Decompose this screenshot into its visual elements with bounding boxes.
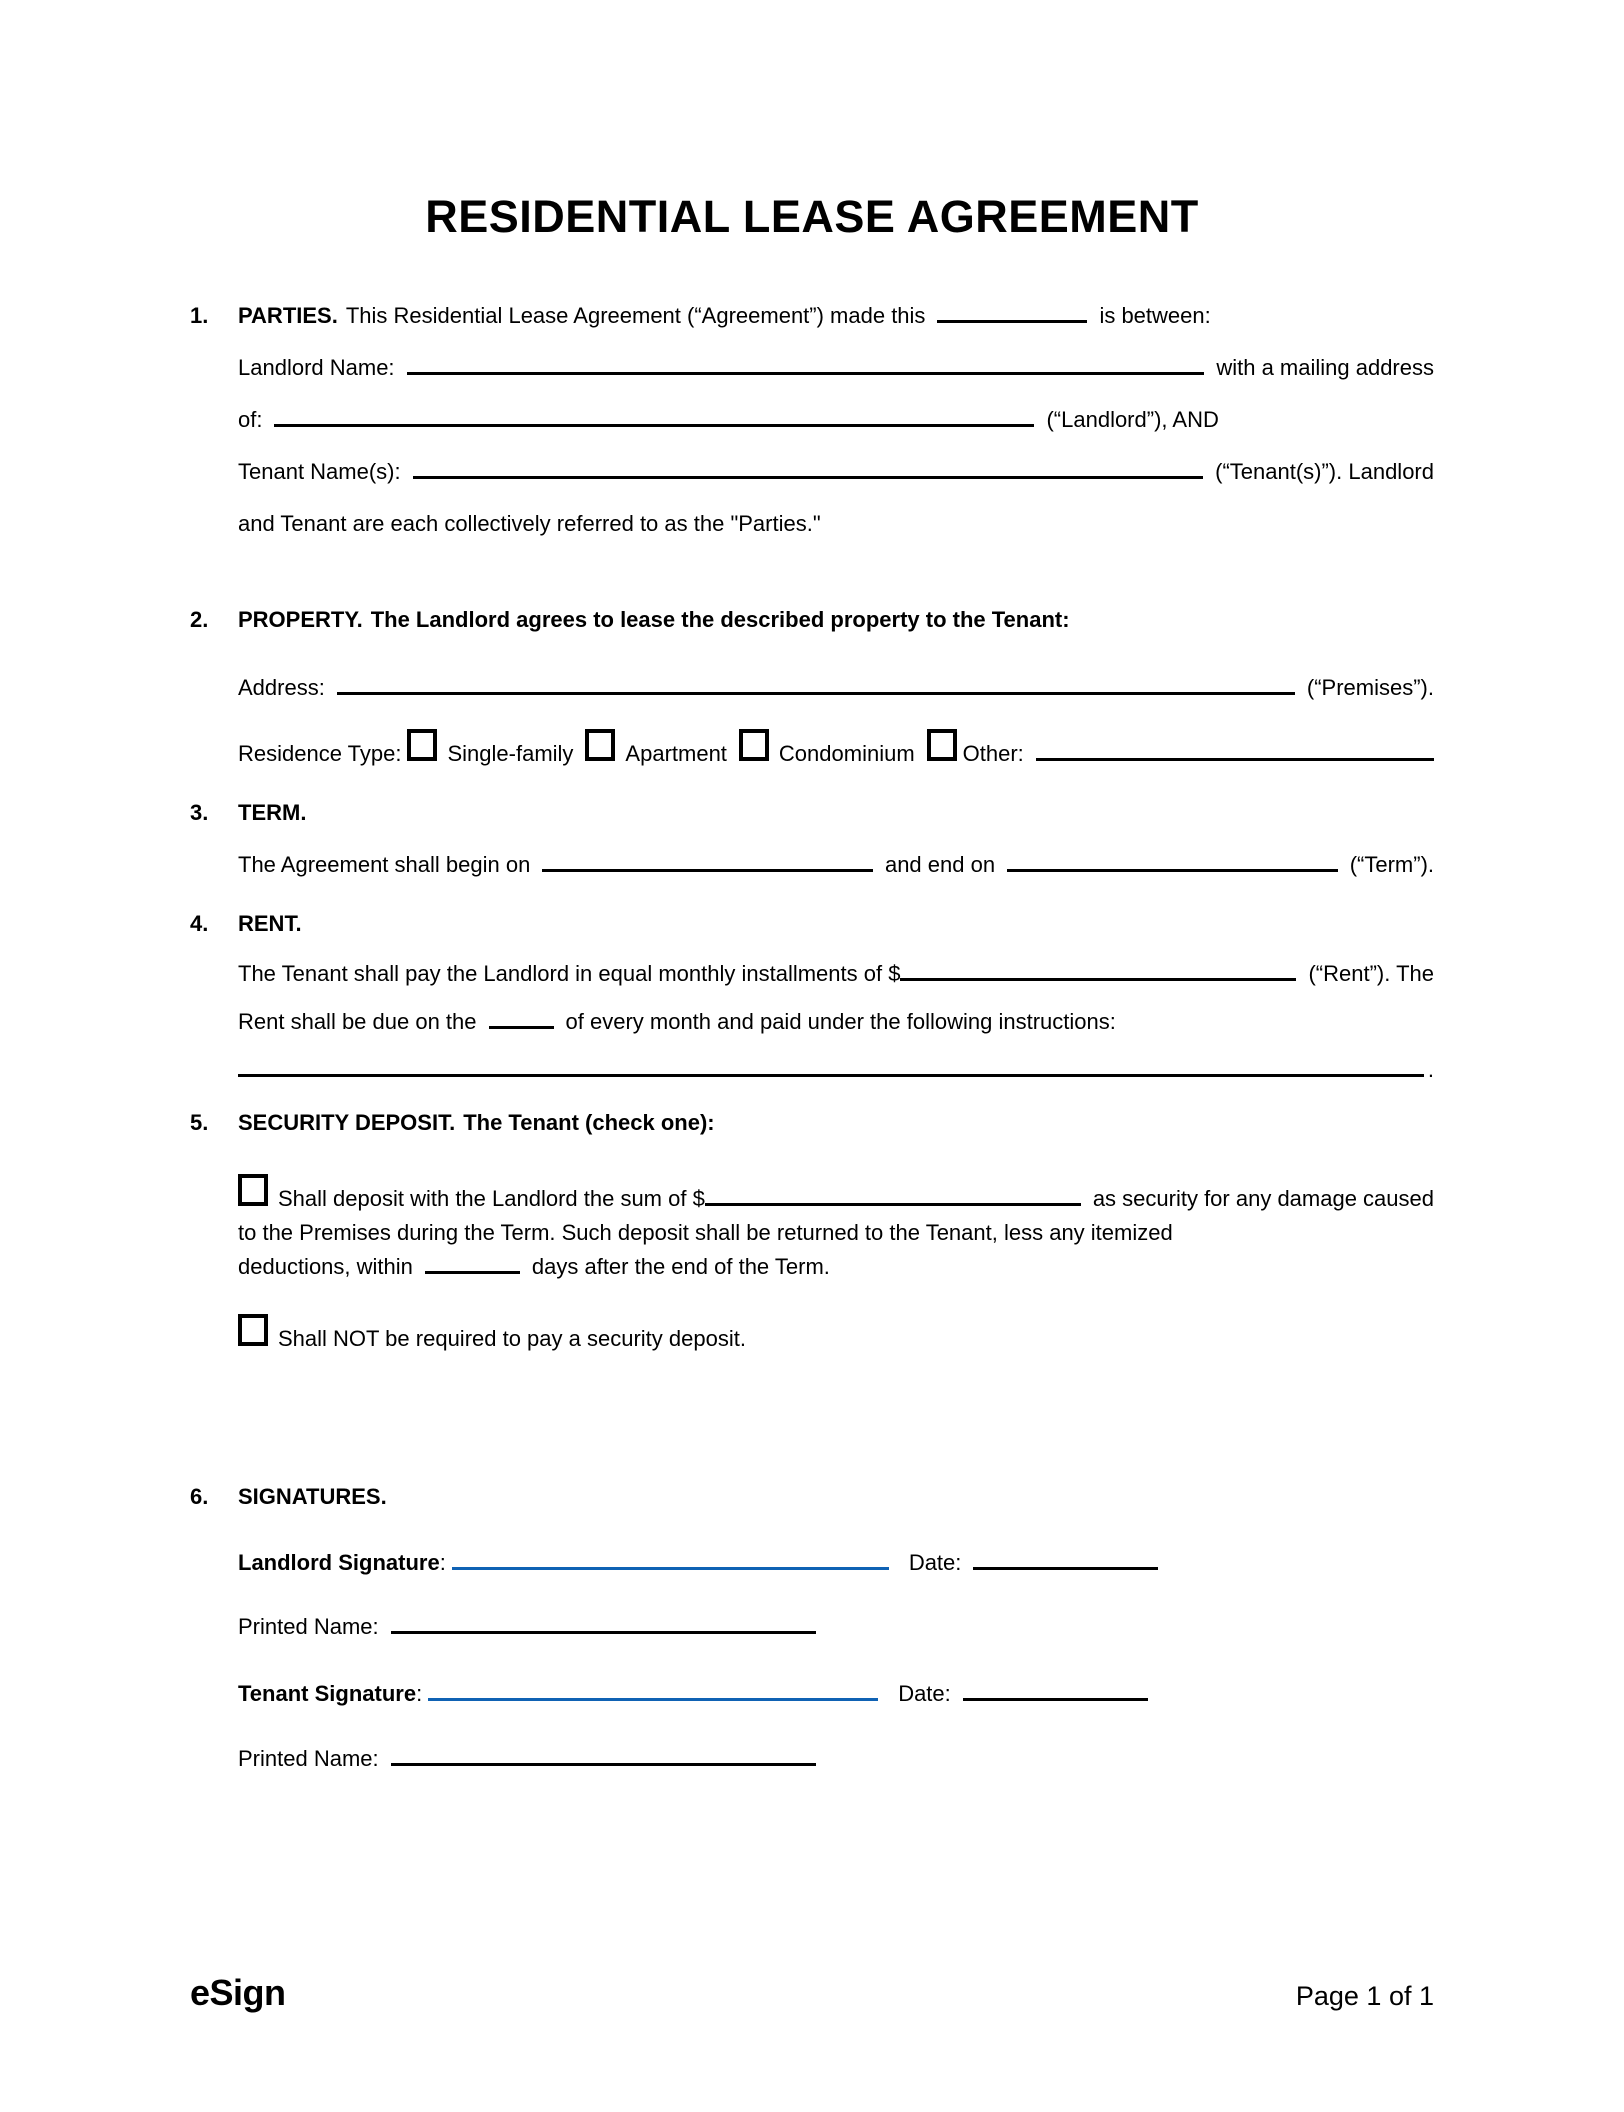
page-number: Page 1 of 1 (1295, 1981, 1434, 2011)
section-security-deposit (190, 1097, 1434, 1356)
rent-installments-text: The Tenant shall pay the Landlord in equal monthly installments of $ (238, 961, 901, 986)
parties-text-mailing-address: with a mailing address (1216, 355, 1434, 380)
landlord-printed-name-blank[interactable] (391, 1622, 816, 1634)
payment-instructions-blank[interactable] (238, 1065, 1424, 1077)
section-heading: PARTIES. (238, 303, 338, 328)
condominium-checkbox[interactable] (739, 729, 769, 761)
rent-label-text: (“Rent”). The (1308, 961, 1434, 986)
deposit-days-blank[interactable] (425, 1262, 520, 1274)
label-colon: : (416, 1681, 423, 1706)
section-number: 4. (190, 911, 209, 936)
parties-text-landlord-and: (“Landlord”), AND (1046, 407, 1219, 432)
section-signatures (190, 1471, 1434, 1785)
parties-text-is-between: is between: (1099, 303, 1211, 328)
section-number: 6. (190, 1484, 209, 1509)
section-heading: SECURITY DEPOSIT. (238, 1110, 456, 1135)
single-family-checkbox[interactable] (407, 729, 437, 761)
tenant-date-blank[interactable] (963, 1689, 1148, 1701)
deposit-intro: The Tenant (check one): (463, 1110, 715, 1135)
deposit-option-1 (238, 1174, 1434, 1284)
landlord-date-label: Date: (908, 1550, 962, 1575)
rent-due-text: Rent shall be due on the (238, 1009, 477, 1034)
section-heading: SIGNATURES. (238, 1484, 387, 1509)
landlord-signature-blank[interactable] (452, 1558, 889, 1570)
esign-logo: eSign (190, 1972, 286, 2013)
tenant-printed-name-blank[interactable] (391, 1754, 816, 1766)
parties-text-collectively: and Tenant are each collectively referred to as the "Parties." (238, 511, 821, 536)
tenant-signature-blank[interactable] (428, 1689, 878, 1701)
tenant-names-blank[interactable] (413, 467, 1204, 479)
section-number: 3. (190, 800, 209, 825)
section-heading: TERM. (238, 800, 307, 825)
section-parties (190, 290, 1434, 550)
no-deposit-checkbox[interactable] (238, 1314, 268, 1346)
deposit-returned-text: to the Premises during the Term. Such deposit shall be returned to the Tenant, less any itemized (238, 1220, 1173, 1245)
document-body (190, 290, 1434, 1785)
term-start-date-blank[interactable] (542, 860, 873, 872)
deposit-after-term-text: days after the end of the Term. (531, 1254, 830, 1279)
landlord-printed-name-label: Printed Name: (238, 1614, 379, 1639)
section-heading: PROPERTY. (238, 607, 363, 632)
apartment-checkbox[interactable] (585, 729, 615, 761)
page-footer (190, 1972, 1434, 2014)
tenant-names-label: Tenant Name(s): (238, 459, 401, 484)
tenant-printed-name-label: Printed Name: (238, 1746, 379, 1771)
landlord-signature-label: Landlord Signature (238, 1550, 440, 1575)
deposit-amount-blank[interactable] (705, 1194, 1081, 1206)
label-colon: : (439, 1550, 446, 1575)
other-checkbox[interactable] (927, 729, 957, 761)
rent-instructions-text: of every month and paid under the following instructions: (565, 1009, 1116, 1034)
term-label-text: (“Term”). (1349, 852, 1435, 877)
term-end-text: and end on (884, 852, 996, 877)
tenant-date-label: Date: (898, 1681, 951, 1706)
deposit-security-text: as security for any damage caused (1092, 1186, 1434, 1211)
residence-type-label: Residence Type: (238, 741, 402, 766)
section-number: 1. (190, 303, 209, 328)
property-premises-text: (“Premises”). (1306, 675, 1434, 700)
section-heading: RENT. (238, 911, 302, 936)
rent-amount-blank[interactable] (900, 969, 1296, 981)
rent-due-day-blank[interactable] (489, 1017, 554, 1029)
landlord-name-label: Landlord Name: (238, 355, 395, 380)
section-term (190, 787, 1434, 891)
other-residence-blank[interactable] (1036, 749, 1434, 761)
agreement-date-blank[interactable] (937, 311, 1087, 323)
parties-text-made-this: This Residential Lease Agreement (“Agreement”) made this (345, 303, 926, 328)
single-family-label: Single-family (447, 741, 574, 766)
section-number: 5. (190, 1110, 209, 1135)
property-address-label: Address: (238, 675, 325, 700)
other-label: Other: (962, 741, 1024, 766)
landlord-date-blank[interactable] (973, 1558, 1158, 1570)
landlord-address-blank[interactable] (274, 415, 1034, 427)
deposit-option-2 (238, 1314, 1434, 1356)
property-intro: The Landlord agrees to lease the described property to the Tenant: (370, 607, 1070, 632)
term-end-date-blank[interactable] (1007, 860, 1338, 872)
no-deposit-text: Shall NOT be required to pay a security deposit. (278, 1326, 746, 1351)
rent-period-text: . (1427, 1057, 1434, 1082)
property-address-blank[interactable] (337, 683, 1295, 695)
landlord-address-label: of: (238, 407, 263, 432)
section-rent (190, 898, 1434, 1094)
deposit-sum-text: Shall deposit with the Landlord the sum of $ (278, 1186, 705, 1211)
deposit-within-text: deductions, within (238, 1254, 413, 1279)
condominium-label: Condominium (778, 741, 915, 766)
document-title: RESIDENTIAL LEASE AGREEMENT (425, 191, 1199, 242)
term-begin-text: The Agreement shall begin on (238, 852, 531, 877)
section-number: 2. (190, 607, 209, 632)
apartment-label: Apartment (625, 741, 727, 766)
section-property (190, 594, 1434, 780)
deposit-required-checkbox[interactable] (238, 1174, 268, 1206)
parties-text-tenants-landlord: (“Tenant(s)”). Landlord (1215, 459, 1434, 484)
tenant-signature-label: Tenant Signature (238, 1681, 417, 1706)
landlord-name-blank[interactable] (407, 363, 1205, 375)
